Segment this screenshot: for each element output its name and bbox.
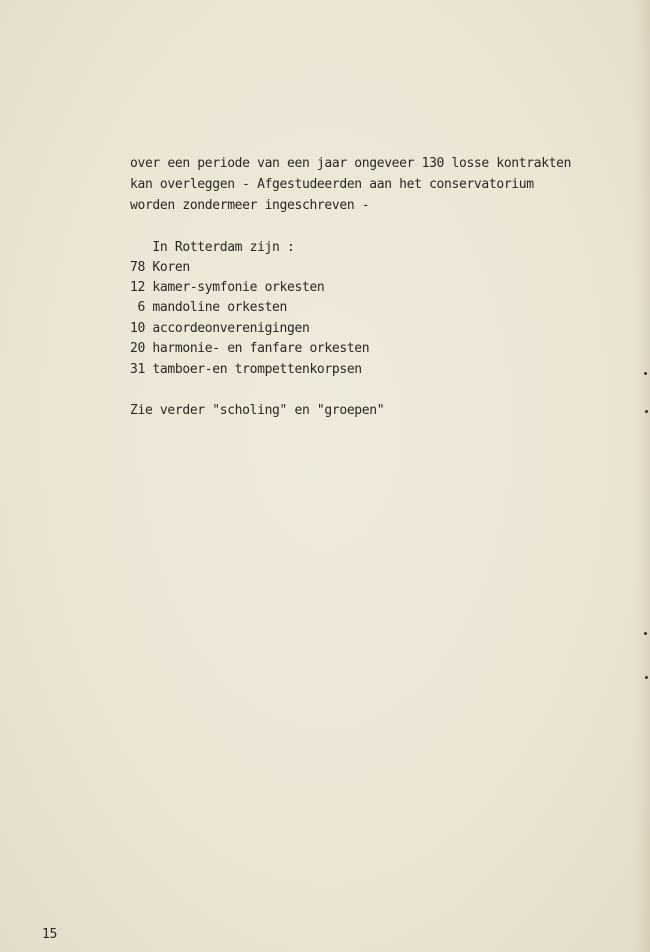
list-item: 10 accordeonverenigingen <box>130 321 310 336</box>
list-item: 6 mandoline orkesten <box>130 300 288 315</box>
paragraph-line-1: over een periode van een jaar ongeveer 130 losse kontrakten <box>130 156 572 171</box>
binding-hole-dot <box>645 676 648 679</box>
binding-hole-dot <box>644 632 647 635</box>
paragraph-line-2: kan overleggen - Afgestudeerden aan het conservatorium <box>130 177 534 192</box>
binding-hole-dot <box>644 372 647 375</box>
paragraph-line-3: worden zondermeer ingeschreven - <box>130 198 370 213</box>
see-also-line: Zie verder "scholing" en "groepen" <box>130 403 385 418</box>
binding-hole-dot <box>645 410 648 413</box>
list-item: 12 kamer-symfonie orkesten <box>130 280 325 295</box>
list-item: 20 harmonie- en fanfare orkesten <box>130 341 370 356</box>
list-item: 78 Koren <box>130 260 190 275</box>
list-intro: In Rotterdam zijn : <box>130 240 295 255</box>
list-item: 31 tamboer-en trompettenkorpsen <box>130 362 362 377</box>
page-edge-shadow <box>636 0 650 952</box>
page-number: 15 <box>42 927 58 942</box>
